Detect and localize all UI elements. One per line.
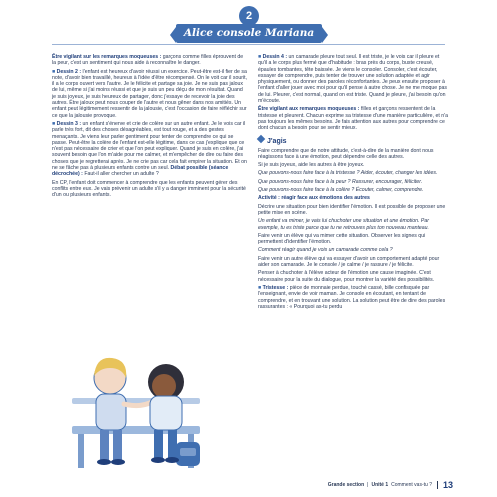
footer-divider [437,481,438,489]
shoe [111,459,125,465]
sadness-text: pièce de monnaie perdue, touché cassé, bille confisquée par l'enseignant, envie de voir maman. Je console en écoutant, en tentant de comprendre, et en trouvant une solution. La solution peut être de dire des paroles rassurantes : « Pourquoi as-tu perdu [258,284,446,310]
jagis-q2: Que pouvons-nous faire face à la peur ? Rassurer, encourager, féliciter. [258,178,423,185]
child-leg [154,430,163,458]
shoe [165,457,179,463]
drawing-2-text: l'enfant est heureux d'avoir réussi un exercice. Peut-être est-il fier de sa note, d'avoir bien travaillé, heureux à l'idée d'être récompensé. On le voit car il sourit, il a le corps ouvert vers l'autre. Je le félicite et partage sa joie. Je ne suis pas jaloux de lui, même si j'ai moins réussi et que je suis un peu déçu de mon résultat. Quand je suis joyeux, je suis heureux de partager, donc j'essaye de recevoir la joie des autres. Être jaloux peut nous couper de l'autre et nous gêner dans nos amitiés. Un enfant peut légitimement ressentir de la jalousie, c'est l'occasion de faire réfléchir sur ce que la jalousie provoque. [52,68,248,119]
children-bench-illustration [60,338,210,478]
jagis-p1: Faire comprendre que de notre attitude, c'est-à-dire de la manière dont nous réagissons face à une émotion, peut dépendre celle des autres. [258,147,434,160]
page-number: 13 [442,480,453,490]
left-column [52,54,248,201]
child-body [150,396,182,430]
left-paragraph-3 [52,121,248,178]
activity-p5: Penser à chuchoter à l'élève acteur de l'émotion une cause imaginée. C'est nécessaire pour la suite du dialogue, pour montrer la variété des possibilités. [258,270,435,283]
bullet-icon: ■ [52,68,57,75]
jagis-p2: Si je suis joyeux, aide les autres à être joyeux. [258,162,365,169]
diamond-icon [257,134,265,142]
drawing-3-text: un enfant s'énerve et crie de colère sur un autre enfant. Je le vois car il parle très fort, dit des choses désagréables, est tout rouge, et a des gestes menaçants. Je viens leur parler gentiment pour tenter de comprendre ce qui se passe. Peut-être la colère de l'enfant est-elle légitime, dans ce cas j'explique que ce n'est pas nécessaire de crier et que l'on peut expliquer. Quand je suis en colère, j'ai souvent besoin que l'on m'aide pour me calmer, et m'empêcher de dire ou faire des choses que je regretterai après. Je ne crie pas car cela fait empirer la situation. Et on ne se fâche pas à plusieurs enfants contre un seul. [52,120,247,172]
drawing-3-label: Dessin 3 : [56,120,82,127]
bench-leg [78,434,84,468]
sadness-paragraph [258,285,448,310]
child-leg [100,430,109,460]
drawing-2-label: Dessin 2 : [56,68,82,75]
footer-unit-title: Comment vas-tu ? [391,482,432,488]
shoe [151,457,165,463]
right-paragraph-2 [258,106,448,131]
section-title-banner: Alice console Mariana [176,24,322,43]
bench-seat [72,426,200,434]
right-column [258,54,448,312]
jagis-title: J'agis [267,137,287,145]
debate-text: Faut-il aller chercher un adulte ? [84,171,159,178]
child-leg [113,430,122,460]
vigilance-label: Être vigilant aux remarques moqueuses : [258,106,360,113]
footer-level: Grande section [327,482,365,488]
activity-p2: Un enfant va mimer, je vais lui chuchoter une situation et une émotion. Par exemple, tu es triste parce que tu ne retrouves plus ton nouveau manteau. [258,218,430,231]
vigilance-text: filles et garçons ressentent de la tristesse et pleurent. Chacun exprime sa tristesse d'une manière particulière, et n'a pas toujours les mêmes besoins. Je fais attention aux autres pour comprendre ce dont chacun a besoin pour se sentir mieux. [258,106,448,132]
sadness-label: Tristesse : [262,284,289,291]
right-paragraph-1 [258,54,448,104]
bullet-icon: ■ [258,54,263,60]
footer-unit: Unité 1 [371,482,389,488]
activity-p3: Faire venir un élève qui va mimer cette situation. Observer les signes qui permettent d'identifier l'émotion. [258,232,426,246]
jagis-q1: Que pouvons-nous faire face à la tristesse ? Aider, écouter, changer les idées. [258,170,438,177]
activity-question: Comment réagir quand je vois un camarade comme cela ? [258,247,393,254]
drawing-4-label: Dessin 4 : [262,54,288,60]
vigilance-label: Être vigilant sur les remarques moqueuses : [52,54,162,60]
left-paragraph-2 [52,69,248,119]
left-paragraph-1 [52,54,248,67]
activity-p4: Faire venir un autre élève qui va essayer d'avoir un comportement adapté pour aider son camarade. Je le console / je calme / je rassure / je félicite. [258,255,440,269]
backpack-pocket [180,448,196,456]
section-number-badge: 2 [239,6,259,26]
drawing-4-text: un camarade pleure tout seul. Il est triste, je le vois car il pleure et qu'il a le corps plus fermé que d'habitude : bras près du corps, buste creusé, épaules tombantes, tête baissée. Je viens le consoler. Consoler, c'est écouter, essayer de comprendre, puis tenter de trouver une solution adaptée et agir physiquement, ou donner des paroles réconfortantes. Je peux ensuite proposer à l'enfant d'aller jouer avec moi pour qu'il pense à autre chose. Je ne me moque pas de lui. Pleurer, c'est normal, quand on est triste. Quand je pleure, j'ai besoin qu'on m'écoute. [258,54,447,105]
vigilance-text: garçons comme filles éprouvent de la peur, c'est un sentiment qui nous aide à reconnaître le danger. [52,54,244,67]
cp-text: En CP, l'enfant doit commencer à comprendre que les enfants peuvent gérer des conflits entre eux. Je vais prévenir un adulte s'il y a danger imminent pour la sécurité d'un ou plusieurs enfants. [52,179,246,199]
bullet-icon: ■ [258,284,263,291]
debate-label: Débat possible (séance décrochée) : [52,165,229,178]
child-head [152,374,176,398]
activity-title: Activité : réagir face aux émotions des autres [258,195,370,202]
child-body [96,394,126,430]
shoe [97,459,111,465]
activity-p1: Décrire une situation pour bien identifier l'émotion. Il est possible de proposer une petite mise en scène. [258,203,446,216]
header-divider [52,44,445,45]
child-leg [168,430,177,458]
bullet-icon: ■ [52,120,57,127]
jagis-heading [258,136,448,146]
jagis-q3: Que pouvons-nous faire face à la colère ? Écouter, calmer, comprendre. [258,187,424,194]
footer-separator: | [367,482,369,488]
left-paragraph-4 [52,180,248,199]
page-footer [328,480,453,490]
